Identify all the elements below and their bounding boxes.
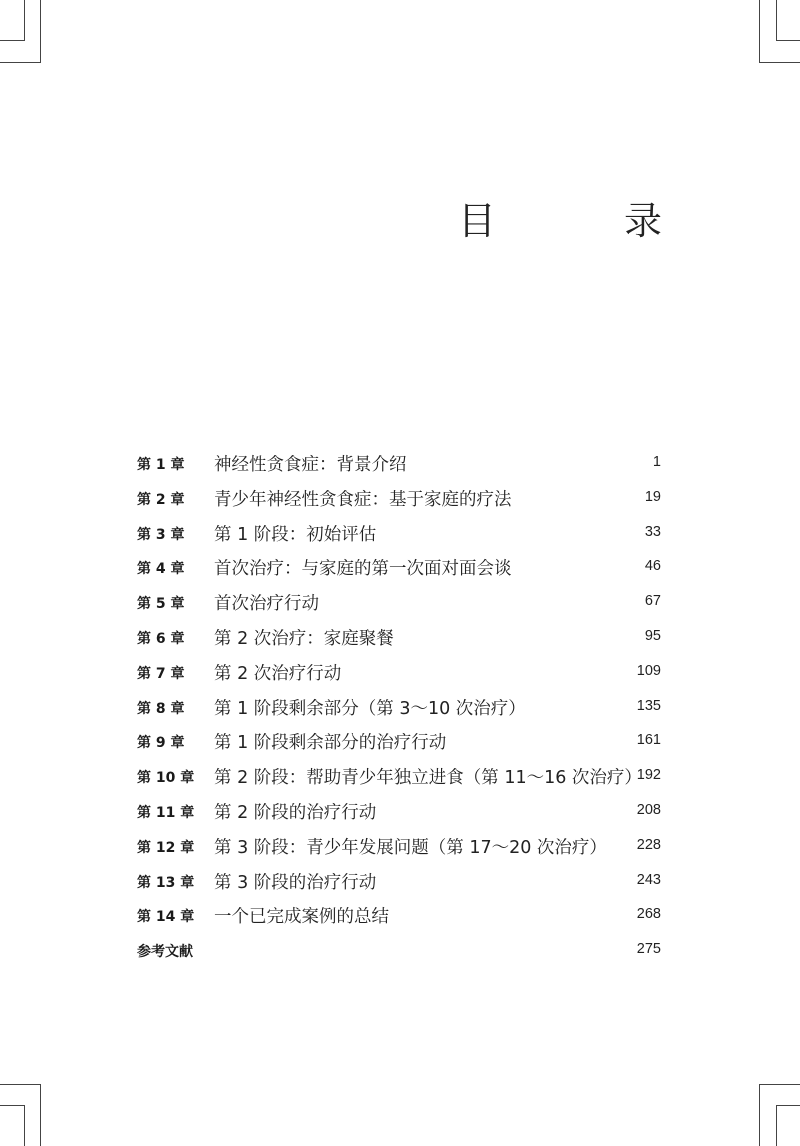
toc-page-number: 95: [644, 627, 661, 644]
toc-entry[interactable]: [0, 446, 800, 481]
toc-chapter-title: 第 2 阶段的治疗行动: [214, 802, 377, 823]
toc-page-number: 46: [644, 558, 661, 575]
toc-page-number: 67: [644, 593, 661, 610]
toc-page-number: 161: [636, 732, 661, 749]
crop-mark-bottom-left-h: [0, 1105, 24, 1106]
toc-entry[interactable]: [0, 585, 800, 620]
toc-page-number: 33: [644, 523, 661, 540]
toc-chapter-label: 第 1 章: [137, 457, 185, 473]
toc-chapter-title: 第 2 次治疗行动: [214, 663, 342, 684]
toc-entry[interactable]: [0, 724, 800, 759]
crop-mark-bottom-right-v: [759, 1084, 760, 1146]
crop-mark-top-right-h: [776, 40, 800, 41]
toc-entry[interactable]: [0, 620, 800, 655]
toc-page-number: 243: [636, 871, 661, 888]
toc-chapter-title: 青少年神经性贪食症：基于家庭的疗法: [214, 489, 512, 510]
toc-page-number: 19: [644, 488, 661, 505]
toc-chapter-title: 第 1 阶段剩余部分的治疗行动: [214, 733, 447, 754]
toc-entry[interactable]: [0, 655, 800, 690]
toc-chapter-title: 一个已完成案例的总结: [214, 907, 389, 928]
toc-chapter-label: 第 8 章: [137, 700, 185, 717]
toc-chapter-label: 第 3 章: [137, 526, 185, 543]
toc-chapter-label: 第 11 章: [137, 804, 195, 821]
toc-entry[interactable]: [0, 550, 800, 585]
toc-chapter-label: 第 13 章: [137, 874, 195, 891]
toc-chapter-label: 第 10 章: [137, 770, 195, 787]
toc-chapter-label: 第 6 章: [137, 630, 185, 647]
toc-chapter-title: 首次治疗行动: [214, 594, 319, 615]
toc-chapter-label: 第 5 章: [137, 596, 185, 613]
toc-page-number: 135: [636, 697, 661, 714]
toc-chapter-title: 第 3 阶段：青少年发展问题（第 17～20 次治疗）: [214, 837, 607, 858]
toc-entry[interactable]: [0, 933, 800, 968]
crop-mark-top-left-h: [0, 40, 24, 41]
toc-entry[interactable]: [0, 794, 800, 829]
toc-chapter-label: 第 2 章: [137, 491, 185, 508]
toc-page-number: 208: [636, 801, 661, 818]
page-title: 目 录: [457, 199, 720, 243]
toc-entry[interactable]: [0, 759, 800, 794]
crop-mark-bottom-right-v2: [776, 1105, 777, 1146]
crop-mark-top-left-v: [40, 0, 41, 62]
toc-chapter-title: 首次治疗：与家庭的第一次面对面会谈: [214, 559, 512, 580]
toc-chapter-label: 第 9 章: [137, 735, 185, 752]
toc-entry[interactable]: [0, 690, 800, 725]
toc-page-number: 1: [652, 454, 661, 470]
toc-entry[interactable]: [0, 481, 800, 516]
toc-entry[interactable]: [0, 864, 800, 899]
crop-mark-top-right-v2: [776, 0, 777, 41]
toc-page-number: 192: [636, 767, 661, 784]
toc-chapter-title: 第 2 次治疗：家庭聚餐: [214, 628, 394, 649]
crop-mark-bottom-left-v: [40, 1084, 41, 1146]
crop-mark-top-right-v: [759, 0, 760, 62]
toc-chapter-title: 第 1 阶段剩余部分（第 3～10 次治疗）: [214, 698, 526, 719]
toc-chapter-title: 第 1 阶段：初始评估: [214, 524, 377, 545]
table-of-contents: [0, 446, 800, 968]
crop-mark-bottom-left-h2: [0, 1084, 41, 1085]
toc-page-number: 109: [636, 662, 661, 679]
toc-entry[interactable]: [0, 898, 800, 933]
toc-chapter-label: 第 14 章: [137, 909, 195, 926]
toc-page-number: 268: [636, 906, 661, 923]
toc-chapter-label: 第 12 章: [137, 839, 195, 856]
crop-mark-top-left-h2: [0, 62, 41, 63]
crop-mark-bottom-right-h: [776, 1105, 800, 1106]
toc-chapter-label: 第 7 章: [137, 665, 185, 682]
toc-chapter-title: 第 2 阶段：帮助青少年独立进食（第 11～16 次治疗）: [214, 768, 642, 789]
crop-mark-bottom-right-h2: [759, 1084, 800, 1085]
toc-chapter-title: 第 3 阶段的治疗行动: [214, 872, 377, 893]
toc-entry[interactable]: [0, 516, 800, 551]
toc-references-label: 参考文献: [137, 944, 193, 961]
toc-chapter-label: 第 4 章: [137, 561, 185, 578]
toc-page-number: 228: [636, 836, 661, 853]
crop-mark-top-left-v2: [24, 0, 25, 41]
toc-page-number: 275: [636, 941, 661, 958]
toc-entry[interactable]: [0, 829, 800, 864]
crop-mark-top-right-h2: [759, 62, 800, 63]
crop-mark-bottom-left-v2: [24, 1105, 25, 1146]
toc-chapter-title: 神经性贪食症：背景介绍: [214, 455, 407, 475]
